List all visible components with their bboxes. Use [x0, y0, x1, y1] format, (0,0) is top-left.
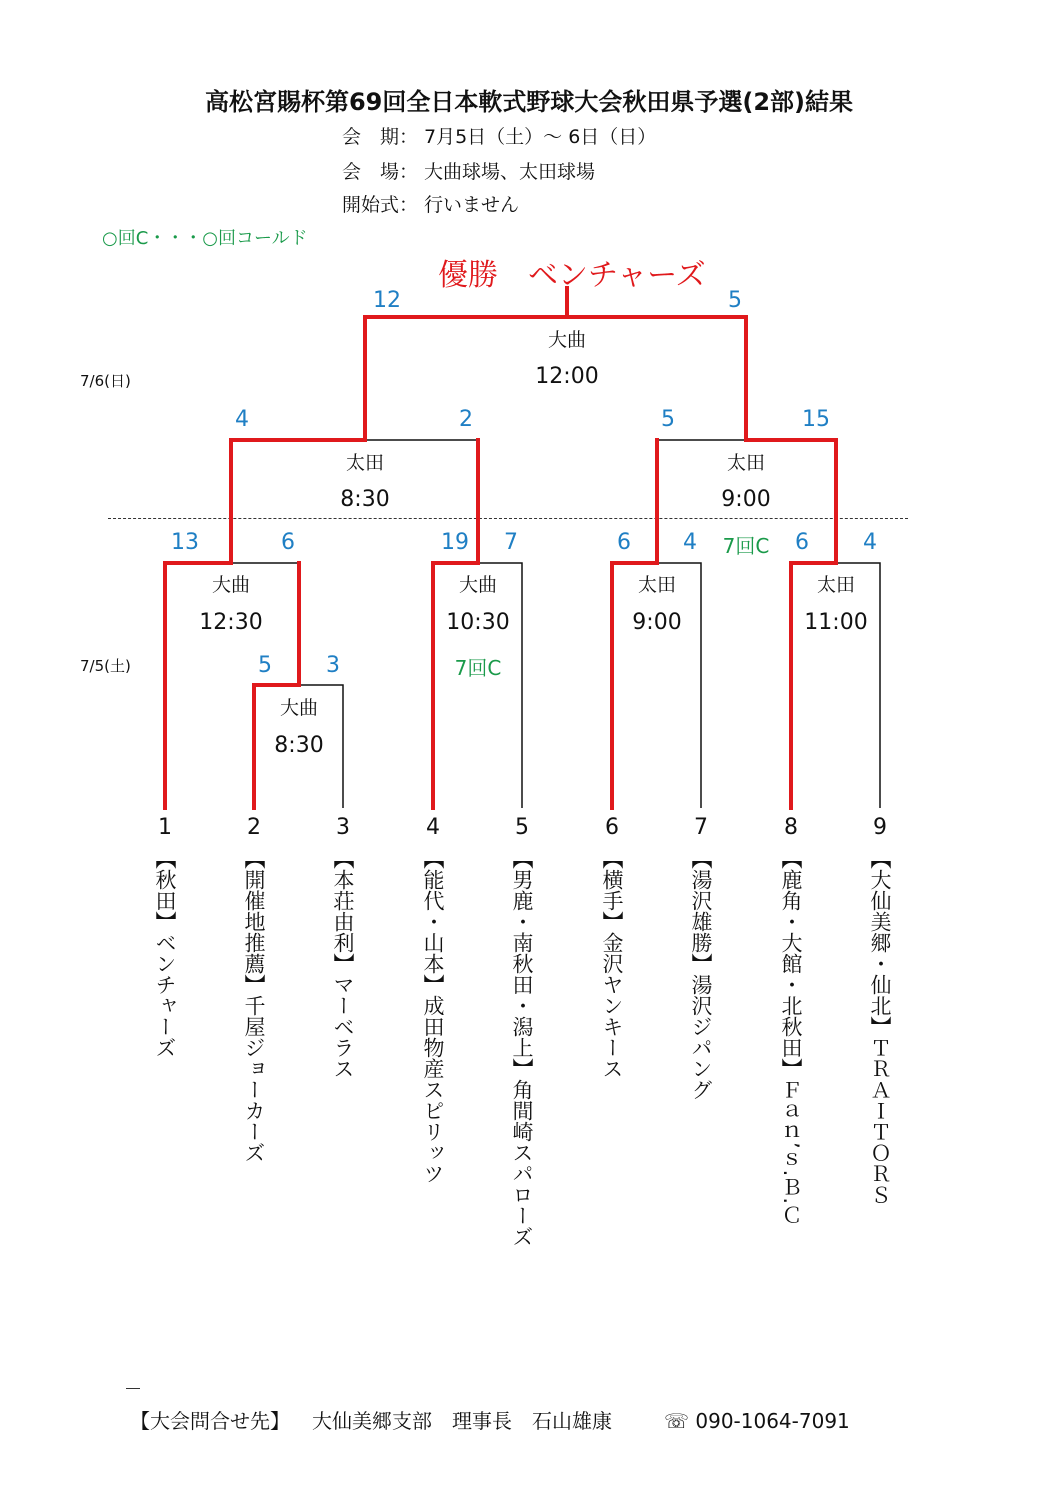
team-name: 【能代・山本】成田物産スピリッツ — [421, 848, 445, 1184]
winner-line — [254, 563, 299, 808]
score-left: 6 — [617, 530, 631, 555]
team-seed: 4 — [426, 815, 440, 840]
score-right: 7 — [504, 530, 518, 555]
score-right: 15 — [802, 407, 830, 432]
team-seed: 3 — [336, 815, 350, 840]
score-right: 4 — [683, 530, 697, 555]
info-ceremony: 開始式： 行いません — [342, 194, 520, 216]
score-right: 5 — [728, 288, 742, 313]
score-left: 12 — [373, 288, 401, 313]
contact-label: 【大会問合せ先】 — [130, 1409, 290, 1433]
score-left: 5 — [258, 653, 272, 678]
game-venue: 大曲 — [279, 697, 318, 719]
page-title: 高松宮賜杯第69回全日本軟式野球大会秋田県予選(2部)結果 — [204, 88, 854, 116]
team-name: 【秋田】ベンチャーズ — [153, 848, 177, 1058]
info-venue: 会 場： 大曲球場、太田球場 — [342, 161, 596, 183]
date-day2: 7/6(日) — [80, 372, 131, 390]
team-seed: 1 — [158, 815, 172, 840]
team-name: 【湯沢雄勝】湯沢ジパング — [689, 848, 713, 1100]
score-left: 13 — [171, 530, 199, 555]
team-seed: 9 — [873, 815, 887, 840]
team-name: 【開催地推薦】千屋ジョーカーズ — [242, 848, 266, 1163]
score-right: 3 — [326, 653, 340, 678]
winner-line — [165, 563, 231, 808]
team-name: 【男鹿・南秋田・潟上】角間崎スパローズ — [510, 848, 534, 1247]
score-left: 4 — [235, 407, 249, 432]
cold-game-note: 7回C — [454, 656, 502, 680]
game-time: 9:00 — [721, 487, 771, 512]
date-day1: 7/5(土) — [80, 657, 131, 675]
team-name: 【鹿角・大館・北秋田】Ｆａｎ’ｓ.Ｂ.Ｃ — [779, 848, 803, 1226]
score-left: 5 — [661, 407, 675, 432]
game-venue: 大曲 — [211, 574, 250, 596]
score-left: 6 — [795, 530, 809, 555]
game-time: 8:30 — [340, 487, 390, 512]
bracket-line — [478, 563, 522, 808]
game-time: 11:00 — [804, 610, 868, 635]
team-seed: 7 — [694, 815, 708, 840]
score-right: 2 — [459, 407, 473, 432]
champion-label: 優勝 ベンチャーズ — [438, 258, 706, 293]
game-time: 9:00 — [632, 610, 682, 635]
cold-game-legend: ○回C・・・○回コールド — [102, 228, 308, 249]
bracket-line — [657, 563, 701, 808]
score-left: 19 — [441, 530, 469, 555]
contact-phone: ☏ 090-1064-7091 — [664, 1409, 850, 1433]
info-period: 会 期： 7月5日（土）～ 6日（日） — [342, 126, 657, 148]
footer-contact — [130, 1405, 850, 1434]
game-venue: 太田 — [637, 574, 676, 596]
game-venue: 太田 — [726, 452, 765, 474]
team-name: 【横手】金沢ヤンキース — [600, 848, 624, 1079]
cold-game-note: 7回C — [722, 534, 770, 558]
game-venue: 大曲 — [547, 329, 586, 351]
score-right: 6 — [281, 530, 295, 555]
game-time: 12:30 — [199, 610, 263, 635]
team-name: 【本荘由利】マーベラス — [331, 848, 355, 1079]
footer-rule — [126, 1388, 140, 1389]
score-right: 4 — [863, 530, 877, 555]
game-venue: 太田 — [345, 452, 384, 474]
game-venue: 大曲 — [458, 574, 497, 596]
team-seed: 8 — [784, 815, 798, 840]
team-seed: 5 — [515, 815, 529, 840]
game-venue: 太田 — [816, 574, 855, 596]
team-seed: 6 — [605, 815, 619, 840]
team-seed: 2 — [247, 815, 261, 840]
game-time: 10:30 — [446, 610, 510, 635]
bracket-line — [836, 563, 880, 808]
game-time: 12:00 — [535, 364, 599, 389]
team-name: 【大仙美郷・仙北】ＴＲＡＩＴＯＲＳ — [868, 848, 892, 1205]
contact-org: 大仙美郷支部 理事長 石山雄康 — [312, 1409, 612, 1433]
game-time: 8:30 — [274, 733, 324, 758]
